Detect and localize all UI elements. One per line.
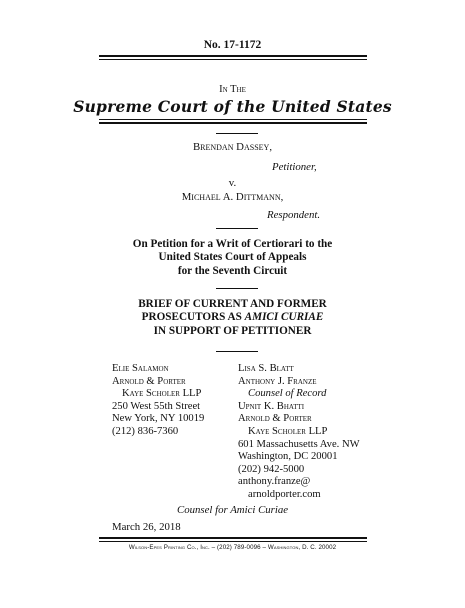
right-counsel-name-3: Upnit K. Bhatti xyxy=(238,400,305,412)
petitioner-role: Petitioner, xyxy=(272,161,317,173)
right-counsel-phone: (202) 942-5000 xyxy=(238,463,305,475)
court-thin-rule xyxy=(99,119,367,120)
printer-footer: Wilson-Epes Printing Co., Inc. – (202) 789-0096 – Washington, D. C. 20002 xyxy=(128,544,337,551)
left-counsel-block xyxy=(112,363,204,439)
versus-label: v. xyxy=(228,177,237,189)
top-thick-rule xyxy=(99,55,367,57)
counsel-of-record: Counsel of Record xyxy=(248,388,327,400)
petition-line-2: United States Court of Appeals xyxy=(158,251,307,264)
court-name: Supreme Court of the United States xyxy=(73,97,392,116)
respondent-name: Michael A. Dittmann, xyxy=(181,191,284,203)
left-counsel-address: 250 West 55th Street xyxy=(112,400,201,412)
left-counsel-city: New York, NY 10019 xyxy=(112,413,205,425)
right-counsel-firm-2: Kaye Scholer LLP xyxy=(248,425,328,437)
divider-3 xyxy=(216,288,258,289)
counsel-for-amici: Counsel for Amici Curiae xyxy=(177,504,289,516)
right-counsel-email-2: arnoldporter.com xyxy=(248,488,321,500)
brief-heading xyxy=(0,298,465,338)
petitioner-name: Brendan Dassey, xyxy=(192,141,273,153)
docket-number: No. 17-1172 xyxy=(203,39,262,51)
divider-2 xyxy=(216,228,258,229)
brief-line-2-prefix: PROSECUTORS AS xyxy=(141,311,245,324)
court-thick-rule xyxy=(99,122,367,124)
filing-date: March 26, 2018 xyxy=(112,521,181,533)
right-counsel-block xyxy=(238,363,360,502)
divider-4 xyxy=(216,351,258,352)
brief-line-3: IN SUPPORT OF PETITIONER xyxy=(153,324,312,337)
right-counsel-email-1: anthony.franze@ xyxy=(238,476,311,488)
right-counsel-city: Washington, DC 20001 xyxy=(238,451,338,463)
petition-line-3: for the Seventh Circuit xyxy=(177,264,288,277)
brief-line-2-italic: AMICI CURIAE xyxy=(244,311,324,324)
divider-1 xyxy=(216,133,258,134)
right-counsel-name-1: Lisa S. Blatt xyxy=(238,363,294,374)
respondent-role: Respondent. xyxy=(267,209,321,221)
petition-line-1: On Petition for a Writ of Certiorari to the xyxy=(132,238,333,250)
brief-line-2 xyxy=(0,311,465,324)
right-counsel-name-2: Anthony J. Franze xyxy=(238,375,317,387)
brief-line-1: BRIEF OF CURRENT AND FORMER xyxy=(138,298,327,310)
footer-thick-rule xyxy=(99,537,367,539)
in-the-label: In The xyxy=(219,84,246,95)
left-counsel-firm-1: Arnold & Porter xyxy=(112,375,186,387)
left-counsel-name: Elie Salamon xyxy=(112,363,169,374)
right-counsel-address: 601 Massachusetts Ave. NW xyxy=(238,438,360,450)
footer-thin-rule xyxy=(99,541,367,542)
left-counsel-phone: (212) 836-7360 xyxy=(112,425,179,437)
top-thin-rule xyxy=(99,59,367,60)
left-counsel-firm-2: Kaye Scholer LLP xyxy=(122,388,202,400)
petition-heading xyxy=(0,238,465,278)
right-counsel-firm-1: Arnold & Porter xyxy=(238,413,312,425)
